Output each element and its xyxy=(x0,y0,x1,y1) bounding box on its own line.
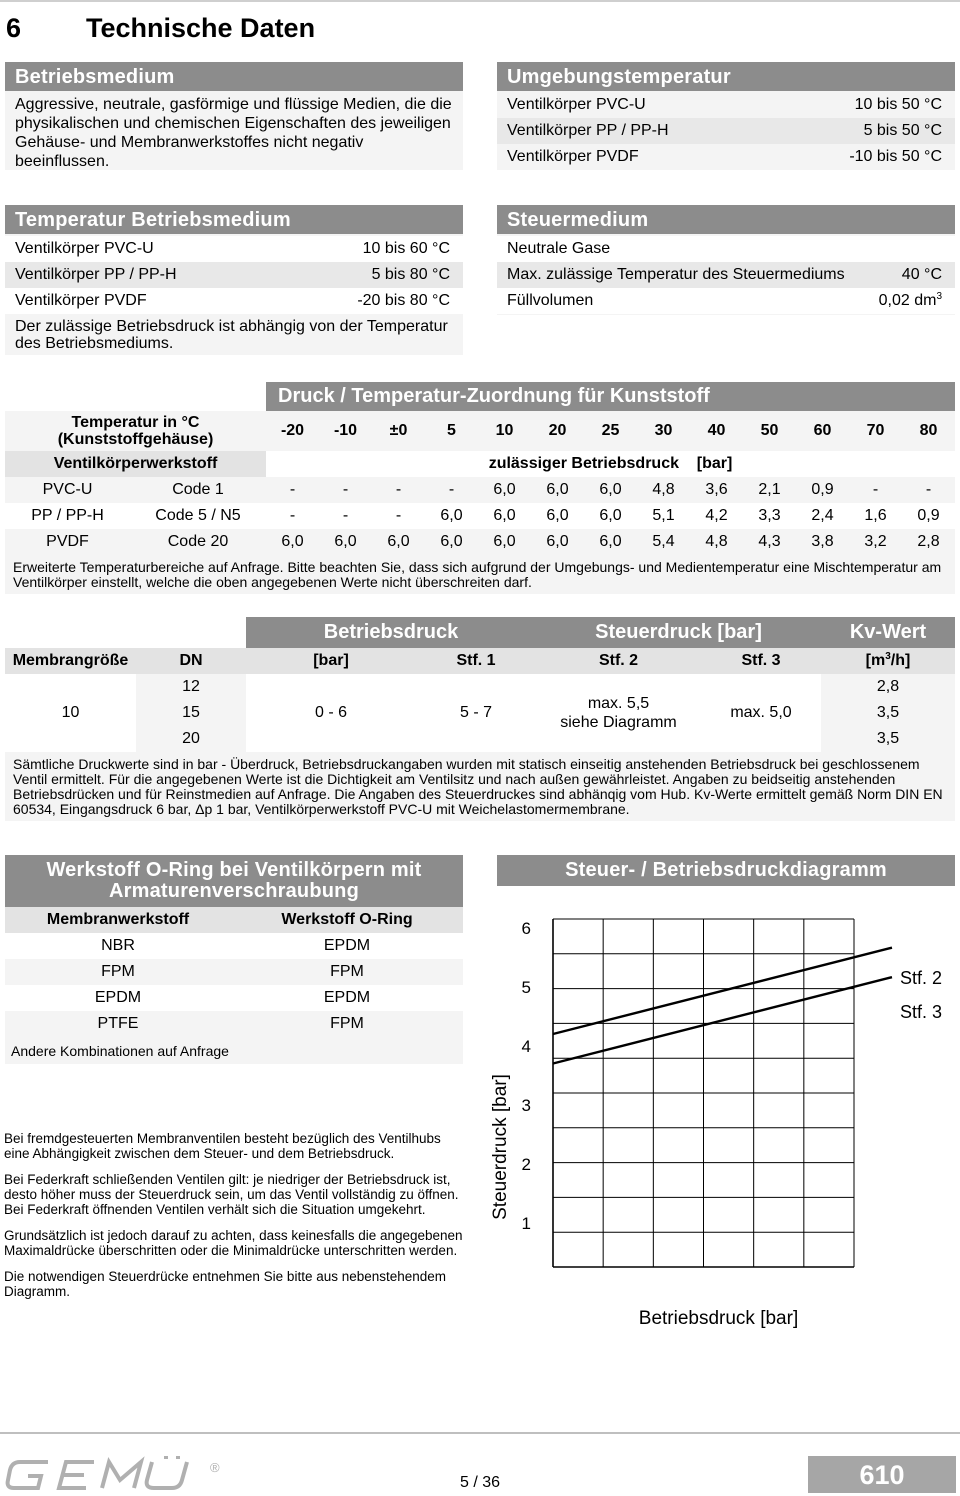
temp-cell: -10 xyxy=(333,422,358,439)
steuermedium-title: Steuermedium xyxy=(497,205,955,234)
cell: 5,1 xyxy=(652,507,675,524)
druck-table xyxy=(5,617,955,752)
table-row xyxy=(5,985,463,1011)
cell: 3,6 xyxy=(705,481,728,498)
row-label: Max. zulässige Temperatur des Steuermediums xyxy=(507,266,845,283)
row-value: 5 bis 50 °C xyxy=(863,122,942,139)
table-row xyxy=(5,959,463,985)
kv-cell: 3,5 xyxy=(876,730,900,747)
row-label: Ventilkörper PVDF xyxy=(507,148,639,165)
sub-kv-unit: $[m^3/h]$ xyxy=(865,651,911,669)
model-badge: 610 xyxy=(808,1456,956,1493)
stf3-value: max. 5,0 xyxy=(701,674,821,752)
temp-medium-title: Temperatur Betriebsmedium xyxy=(5,205,463,234)
row-value: 5 bis 80 °C xyxy=(371,266,450,283)
oring-table xyxy=(5,907,463,1037)
row-label: Ventilkörper PVC-U xyxy=(15,240,154,257)
material: PVC-U xyxy=(42,481,93,498)
row-label: Ventilkörper PVC-U xyxy=(507,96,646,113)
paragraph: Bei Federkraft schließenden Ventilen gilt: je niedriger der Betriebsdruck ist, desto höher muss der Steuerdruck sein, um das Ventil vollständig zu öffnen. Bei Federkraft öffnenden Ventilen verhält sich die Situation umgekehrt. xyxy=(4,1172,459,1217)
oring-col2: Werkstoff O-Ring xyxy=(281,911,413,928)
cell: - xyxy=(925,481,932,498)
temp-cell: 25 xyxy=(601,422,620,439)
y-tick-label: 3 xyxy=(521,1095,531,1115)
row-label: Füllvolumen xyxy=(507,292,594,309)
dn-cell: 15 xyxy=(182,704,200,721)
temp-medium-note: Der zulässige Betriebsdruck ist abhängig von der Temperatur des Betriebsmediums. xyxy=(15,318,448,352)
y-tick-label: 1 xyxy=(521,1213,531,1233)
umgebung-title: Umgebungstemperatur xyxy=(497,62,955,91)
stf2-value: max. 5,5 siehe Diagramm xyxy=(536,674,701,752)
row-label: Neutrale Gase xyxy=(507,240,611,257)
betriebsmedium-text: Aggressive, neutrale, gasförmige und flüssige Medien, die die physikalischen und chemischen Eigenschaften des jeweiligen Gehäuse- und Membranwerkstoffes nicht negativ beeinflussen. xyxy=(15,96,452,170)
cell: 6,0 xyxy=(599,507,622,524)
cell: - xyxy=(872,481,879,498)
betriebsmedium-box xyxy=(5,62,463,170)
cell: 6,0 xyxy=(599,481,622,498)
cell: 6,0 xyxy=(493,507,516,524)
svg-text:®: ® xyxy=(210,1460,220,1475)
cell: 4,3 xyxy=(758,533,781,550)
dn-cell: 20 xyxy=(182,730,200,747)
code: Code 5 / N5 xyxy=(155,507,241,524)
cell: EPDM xyxy=(94,989,142,1006)
table-row xyxy=(5,503,955,529)
footer-divider xyxy=(0,1432,960,1434)
temp-cell: ±0 xyxy=(389,422,408,439)
oring-box xyxy=(5,855,463,1064)
temp-cell: 20 xyxy=(548,422,567,439)
temp-label: Temperatur in °C (Kunststoffgehäuse) xyxy=(57,414,214,448)
row-label: Ventilkörper PP / PP-H xyxy=(507,122,669,139)
temp-cell: 5 xyxy=(447,422,456,439)
druck-temp-title: Druck / Temperatur-Zuordnung für Kunststoff xyxy=(266,382,955,411)
sub-stf1: Stf. 1 xyxy=(456,652,496,669)
sub-dn: DN xyxy=(179,652,203,669)
druck-temp-table xyxy=(5,382,955,555)
cell: 6,0 xyxy=(440,533,463,550)
paragraphs xyxy=(4,1131,466,1299)
temp-cell: 10 xyxy=(495,422,514,439)
cell: - xyxy=(395,481,402,498)
temp-medium-row xyxy=(5,236,463,262)
row-label: Ventilkörper PVDF xyxy=(15,292,147,309)
cell: 3,2 xyxy=(864,533,887,550)
druck-table-note: Sämtliche Druckwerte sind in bar - Überdruck, Betriebsdruckangaben wurden mit statisch einseitig anstehenden Betriebsdruck bei geschlossenem Ventil ermittelt. Für die angegebenen Werte ist die Dichtigkeit am Ventilsitz und nach außen gewährleistet. Angaben zu beidseitig anstehenden Betriebsdrücken und für Reinstmedien auf Anfrage. Die Angaben des Steuerdruckes sind abhänqig vom Hub. Kv-Werte ermittelt gemäß Norm DIN EN 60534, Eingangsdruck 6 bar, Δp 1 bar, Ventilkörperwerkstoff PVC-U mit Weichelastomermembrane. xyxy=(5,752,955,821)
row-value: 40 °C xyxy=(901,266,942,283)
head-kv: Kv-Wert xyxy=(821,617,955,648)
kv-cell: 2,8 xyxy=(876,678,900,695)
betriebsmedium-title: Betriebsmedium xyxy=(5,62,463,91)
chapter-heading xyxy=(0,0,960,56)
code: Code 20 xyxy=(167,533,229,550)
cell: FPM xyxy=(330,963,364,980)
druck-label: zulässiger Betriebsdruck [bar] xyxy=(266,451,955,477)
row-value: 0,02 $dm^3$ xyxy=(878,291,942,309)
gemu-logo xyxy=(4,1456,234,1496)
cell: NBR xyxy=(101,937,135,954)
cell: 6,0 xyxy=(546,481,569,498)
row-value: 10 bis 60 °C xyxy=(362,240,450,257)
membrangroesse: 10 xyxy=(5,674,136,752)
cell: 6,0 xyxy=(493,481,516,498)
cell: 6,0 xyxy=(440,507,463,524)
temp-medium-box xyxy=(5,205,463,355)
oring-col1: Membranwerkstoff xyxy=(46,911,190,928)
temp-cell: 40 xyxy=(707,422,726,439)
table-row xyxy=(5,477,955,503)
sub-stf3: Stf. 3 xyxy=(741,652,781,669)
paragraph: Grundsätzlich ist jedoch darauf zu achten, dass keinesfalls die angegebenen Maximaldrücke überschritten oder die Minimaldrücke unterschritten werden. xyxy=(4,1228,463,1258)
cell: 6,0 xyxy=(281,533,304,550)
cell: - xyxy=(289,507,296,524)
steuerdruck-chart xyxy=(470,890,960,1350)
cell: 3,3 xyxy=(758,507,781,524)
cell: 5,4 xyxy=(652,533,675,550)
cell: 6,0 xyxy=(599,533,622,550)
y-tick-label: 4 xyxy=(521,1036,531,1056)
umgebung-row xyxy=(497,118,955,144)
steuermedium-row xyxy=(497,262,955,288)
cell: 6,0 xyxy=(387,533,410,550)
y-axis-label: Steuerdruck [bar] xyxy=(490,1074,511,1220)
cell: 2,8 xyxy=(917,533,940,550)
page-number: 5 / 36 xyxy=(459,1474,501,1491)
druck-section xyxy=(5,617,955,821)
chapter-number: 6 xyxy=(6,13,22,43)
sub-stf2: Stf. 2 xyxy=(598,652,639,669)
chapter-title: Technische Daten xyxy=(86,13,316,43)
table-row xyxy=(5,933,463,959)
cell: PTFE xyxy=(97,1015,139,1032)
cell: 4,8 xyxy=(652,481,675,498)
cell: 1,6 xyxy=(864,507,887,524)
cell: 2,4 xyxy=(811,507,834,524)
cell: FPM xyxy=(330,1015,364,1032)
sub-membrangroesse: Membrangröße xyxy=(12,652,129,669)
cell: 3,8 xyxy=(811,533,834,550)
umgebung-row xyxy=(497,92,955,118)
temp-cell: 60 xyxy=(813,422,832,439)
table-row xyxy=(5,529,955,555)
stf1-value: 5 - 7 xyxy=(416,674,536,752)
table-row xyxy=(5,1011,463,1037)
row-label: Ventilkörper PP / PP-H xyxy=(15,266,177,283)
cell: 4,8 xyxy=(705,533,728,550)
paragraph: Die notwendigen Steuerdrücke entnehmen Sie bitte aus nebenstehendem Diagramm. xyxy=(4,1269,447,1299)
oring-title: Werkstoff O-Ring bei Ventilkörpern mit Armaturenverschraubung xyxy=(5,855,463,907)
series-label: Stf. 3 xyxy=(900,1002,943,1022)
temp-cell: 50 xyxy=(760,422,779,439)
chart-title: Steuer- / Betriebsdruckdiagramm xyxy=(497,855,955,886)
cell: 4,2 xyxy=(705,507,728,524)
temp-cell: -20 xyxy=(280,422,305,439)
druck-temp-note: Erweiterte Temperaturbereiche auf Anfrage. Bitte beachten Sie, dass sich aufgrund der Umgebungs- und Medientemperatur eine Mischtemperatur am Ventilkörper einstellt, welche die oben angegebenen Werte nicht überschreiten darf. xyxy=(5,555,955,594)
cell: 0,9 xyxy=(811,481,834,498)
umgebung-row xyxy=(497,144,955,170)
dn-cell: 12 xyxy=(182,678,200,695)
cell: - xyxy=(448,481,455,498)
cell: 6,0 xyxy=(546,507,569,524)
kv-cell: 3,5 xyxy=(876,704,900,721)
series-label: Stf. 2 xyxy=(900,968,943,988)
row-value: -10 bis 50 °C xyxy=(849,148,942,165)
werkstoff-label: Ventilkörperwerkstoff xyxy=(53,455,218,472)
cell: - xyxy=(289,481,296,498)
x-axis-label: Betriebsdruck [bar] xyxy=(638,1308,799,1329)
cell: - xyxy=(342,507,349,524)
y-tick-label: 6 xyxy=(521,918,531,938)
row-value: -20 bis 80 °C xyxy=(357,292,450,309)
paragraph: Bei fremdgesteuerten Membranventilen besteht bezüglich des Ventilhubs eine Abhängigkeit zwischen dem Steuer- und dem Betriebsdruck. xyxy=(4,1131,441,1161)
cell: 6,0 xyxy=(334,533,357,550)
code: Code 1 xyxy=(172,481,224,498)
cell: 0,9 xyxy=(917,507,940,524)
umgebung-box xyxy=(497,62,955,170)
temp-medium-row xyxy=(5,262,463,288)
temp-cell: 80 xyxy=(919,422,938,439)
cell: - xyxy=(395,507,402,524)
material: PP / PP-H xyxy=(31,507,104,524)
steuermedium-box xyxy=(497,205,955,315)
head-steuerdruck: Steuerdruck [bar] xyxy=(536,617,821,648)
cell: 6,0 xyxy=(493,533,516,550)
cell: FPM xyxy=(101,963,135,980)
cell: 6,0 xyxy=(546,533,569,550)
steuermedium-row xyxy=(497,236,955,262)
row-value: 10 bis 50 °C xyxy=(854,96,942,113)
cell: EPDM xyxy=(323,937,371,954)
cell: - xyxy=(342,481,349,498)
material: PVDF xyxy=(46,533,89,550)
temp-cell: 30 xyxy=(654,422,673,439)
temp-cell: 70 xyxy=(866,422,885,439)
sub-bar: [bar] xyxy=(313,652,349,669)
steuermedium-row xyxy=(497,288,955,314)
cell: EPDM xyxy=(323,989,371,1006)
cell: 2,1 xyxy=(758,481,781,498)
temp-medium-row xyxy=(5,288,463,314)
y-tick-label: 2 xyxy=(521,1154,531,1174)
druck-temp-section xyxy=(5,382,955,594)
y-tick-label: 5 xyxy=(521,977,531,997)
oring-note: Andere Kombinationen auf Anfrage xyxy=(11,1043,229,1059)
betriebsdruck-value: 0 - 6 xyxy=(246,674,416,752)
head-betriebsdruck: Betriebsdruck xyxy=(246,617,536,648)
